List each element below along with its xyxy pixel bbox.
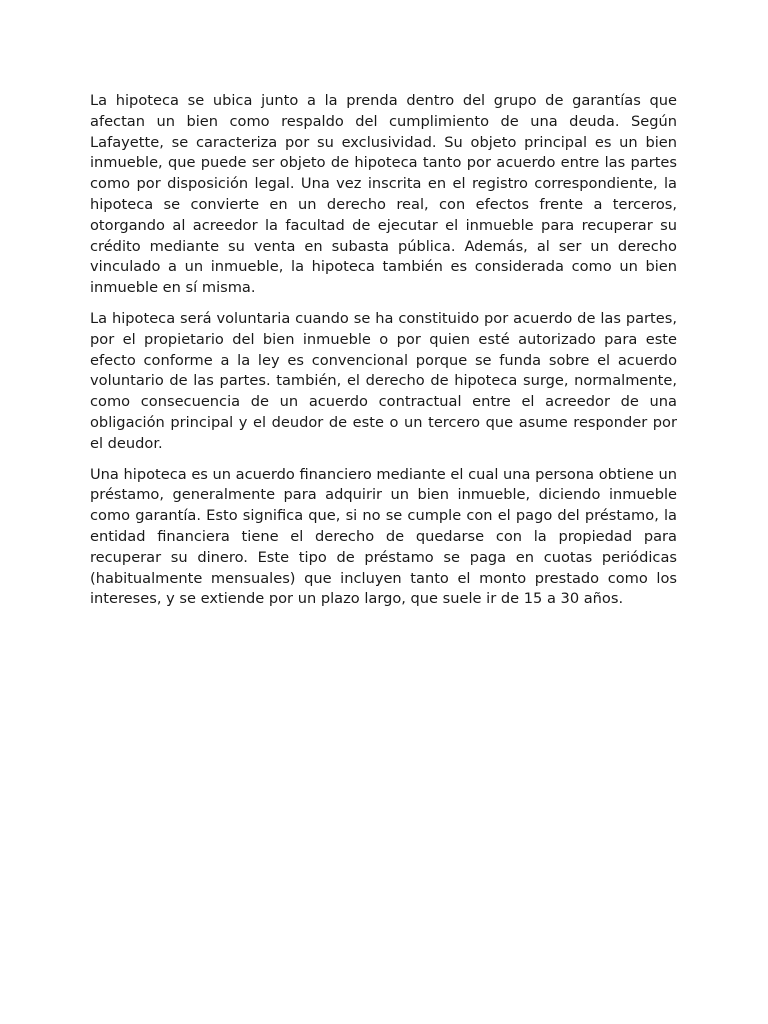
paragraph-hipoteca-voluntaria: La hipoteca será voluntaria cuando se ha constituido por acuerdo de las partes, por el propietario del bien inmueble o por quien esté autorizado para este efecto conforme a la ley es convencional porque se funda sobre el acuerdo voluntario de las partes. también, el derecho de hipoteca surge, normalmente, como consecuencia de un acuerdo contractual entre el acreedor de una obligación principal y el deudor de este o un tercero que asume responder por el deudor. (90, 309, 677, 452)
paragraph-hipoteca-definicion: La hipoteca se ubica junto a la prenda dentro del grupo de garantías que afectan un bien como respaldo del cumplimiento de una deuda. Según Lafayette, se caracteriza por su exclusividad. Su objeto principal es un bien inmueble, que puede ser objeto de hipoteca tanto por acuerdo entre las partes como por disposición legal. Una vez inscrita en el registro correspondiente, la hipoteca se convierte en un derecho real, con efectos frente a terceros, otorgando al acreedor la facultad de ejecutar el inmueble para recuperar su crédito mediante su venta en subasta pública. Además, al ser un derecho vinculado a un inmueble, la hipoteca también es considerada como un bien inmueble en sí misma. (90, 92, 677, 297)
paragraph-hipoteca-acuerdo-financiero: Una hipoteca es un acuerdo financiero mediante el cual una persona obtiene un préstamo, generalmente para adquirir un bien inmueble, diciendo inmueble como garantía. Esto significa que, si no se cumple con el pago del préstamo, la entidad financiera tiene el derecho de quedarse con la propiedad para recuperar su dinero. Este tipo de préstamo se paga en cuotas periódicas (habitualmente mensuales) que incluyen tanto el monto prestado como los intereses, y se extiende por un plazo largo, que suele ir de 15 a 30 años. (90, 465, 678, 608)
document-body (90, 91, 677, 620)
